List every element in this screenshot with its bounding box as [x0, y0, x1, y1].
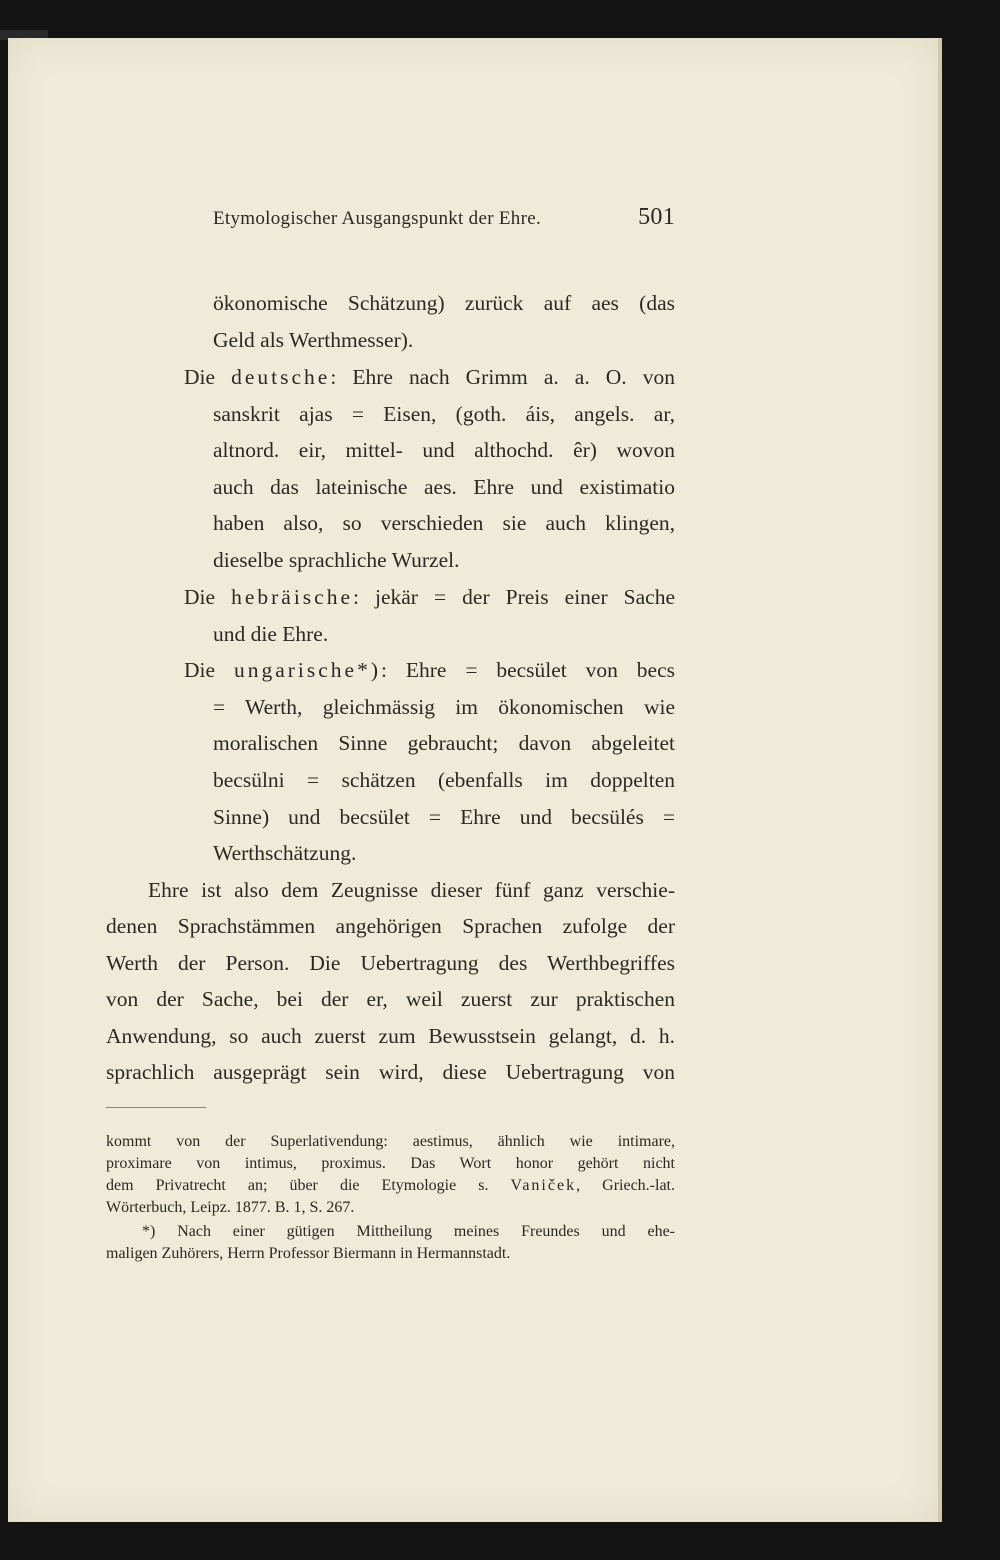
text-line: sanskrit ajas = Eisen, (goth. áis, angels. ar,	[213, 402, 675, 426]
text-line: auch das lateinische aes. Ehre und existimatio	[213, 475, 675, 499]
page-content	[8, 38, 938, 1522]
page-number: 501	[638, 204, 675, 230]
footnote-line: Wörterbuch, Leipz. 1877. B. 1, S. 267.	[106, 1199, 355, 1216]
text-line: sprachlich ausgeprägt sein wird, diese Uebertragung von	[106, 1060, 675, 1084]
spaced-name-vanicek: Vaniček	[510, 1177, 577, 1194]
text-line: haben also, so verschieden sie auch klingen,	[213, 511, 675, 535]
spaced-term-deutsche: deutsche	[231, 365, 331, 389]
text-line-hebraeische	[184, 582, 675, 612]
text-line: Werth der Person. Die Uebertragung des Werthbegriffes	[106, 951, 675, 975]
running-title: Etymologischer Ausgangspunkt der Ehre.	[213, 208, 542, 229]
line-rest: : jekär = der Preis einer Sache	[353, 585, 675, 609]
footnote-line: maligen Zuhörers, Herrn Professor Biermann in Hermannstadt.	[106, 1245, 511, 1262]
line-lead: Die	[184, 585, 232, 609]
footnote-line-vanicek	[106, 1175, 675, 1197]
line-rest: : Ehre nach Grimm a. a. O. von	[330, 365, 675, 389]
line-lead: Die	[184, 658, 234, 682]
text-line: becsülni = schätzen (ebenfalls im doppelten	[213, 768, 675, 792]
footnote-star-line: *) Nach einer gütigen Mittheilung meines Freundes und ehe-	[142, 1223, 675, 1240]
footnote-rule	[106, 1107, 206, 1108]
footnote-line: kommt von der Superlativendung: aestimus, ähnlich wie intimare,	[106, 1133, 675, 1150]
line-rest: : Ehre = becsület von becs	[380, 658, 675, 682]
footnote-lead: dem Privatrecht an; über die Etymologie s.	[106, 1177, 511, 1194]
page-edge	[938, 38, 942, 1522]
footnote-line: proximare von intimus, proximus. Das Wort honor gehört nicht	[106, 1155, 675, 1172]
text-line: moralischen Sinne gebraucht; davon abgeleitet	[213, 731, 675, 755]
text-line: ökonomische Schätzung) zurück auf aes (das	[213, 291, 675, 315]
text-line: Anwendung, so auch zuerst zum Bewusstsein gelangt, d. h.	[106, 1024, 675, 1048]
text-line-ungarische	[184, 655, 675, 685]
footnote-rest: , Griech.-lat.	[576, 1177, 675, 1194]
line-lead: Die	[184, 365, 232, 389]
text-line: Sinne) und becsület = Ehre und becsülés =	[213, 805, 675, 829]
running-header	[213, 204, 675, 234]
paragraph-first-line: Ehre ist also dem Zeugnisse dieser fünf ganz verschie-	[148, 878, 675, 902]
book-page	[8, 38, 938, 1522]
text-line: dieselbe sprachliche Wurzel.	[213, 548, 460, 572]
text-line: und die Ehre.	[213, 622, 329, 646]
text-line: denen Sprachstämmen angehörigen Sprachen zufolge der	[106, 914, 675, 938]
text-line: von der Sache, bei der er, weil zuerst zur praktischen	[106, 987, 675, 1011]
text-line: Geld als Werthmesser).	[213, 328, 414, 352]
text-line: = Werth, gleichmässig im ökonomischen wie	[213, 695, 675, 719]
text-line: Werthschätzung.	[213, 841, 357, 865]
spaced-term-ungarische: ungarische*)	[233, 658, 381, 682]
spaced-term-hebraeische: hebräische	[231, 585, 353, 609]
text-line-deutsche	[184, 362, 675, 392]
text-line: altnord. eir, mittel- und althochd. êr) wovon	[213, 438, 675, 462]
